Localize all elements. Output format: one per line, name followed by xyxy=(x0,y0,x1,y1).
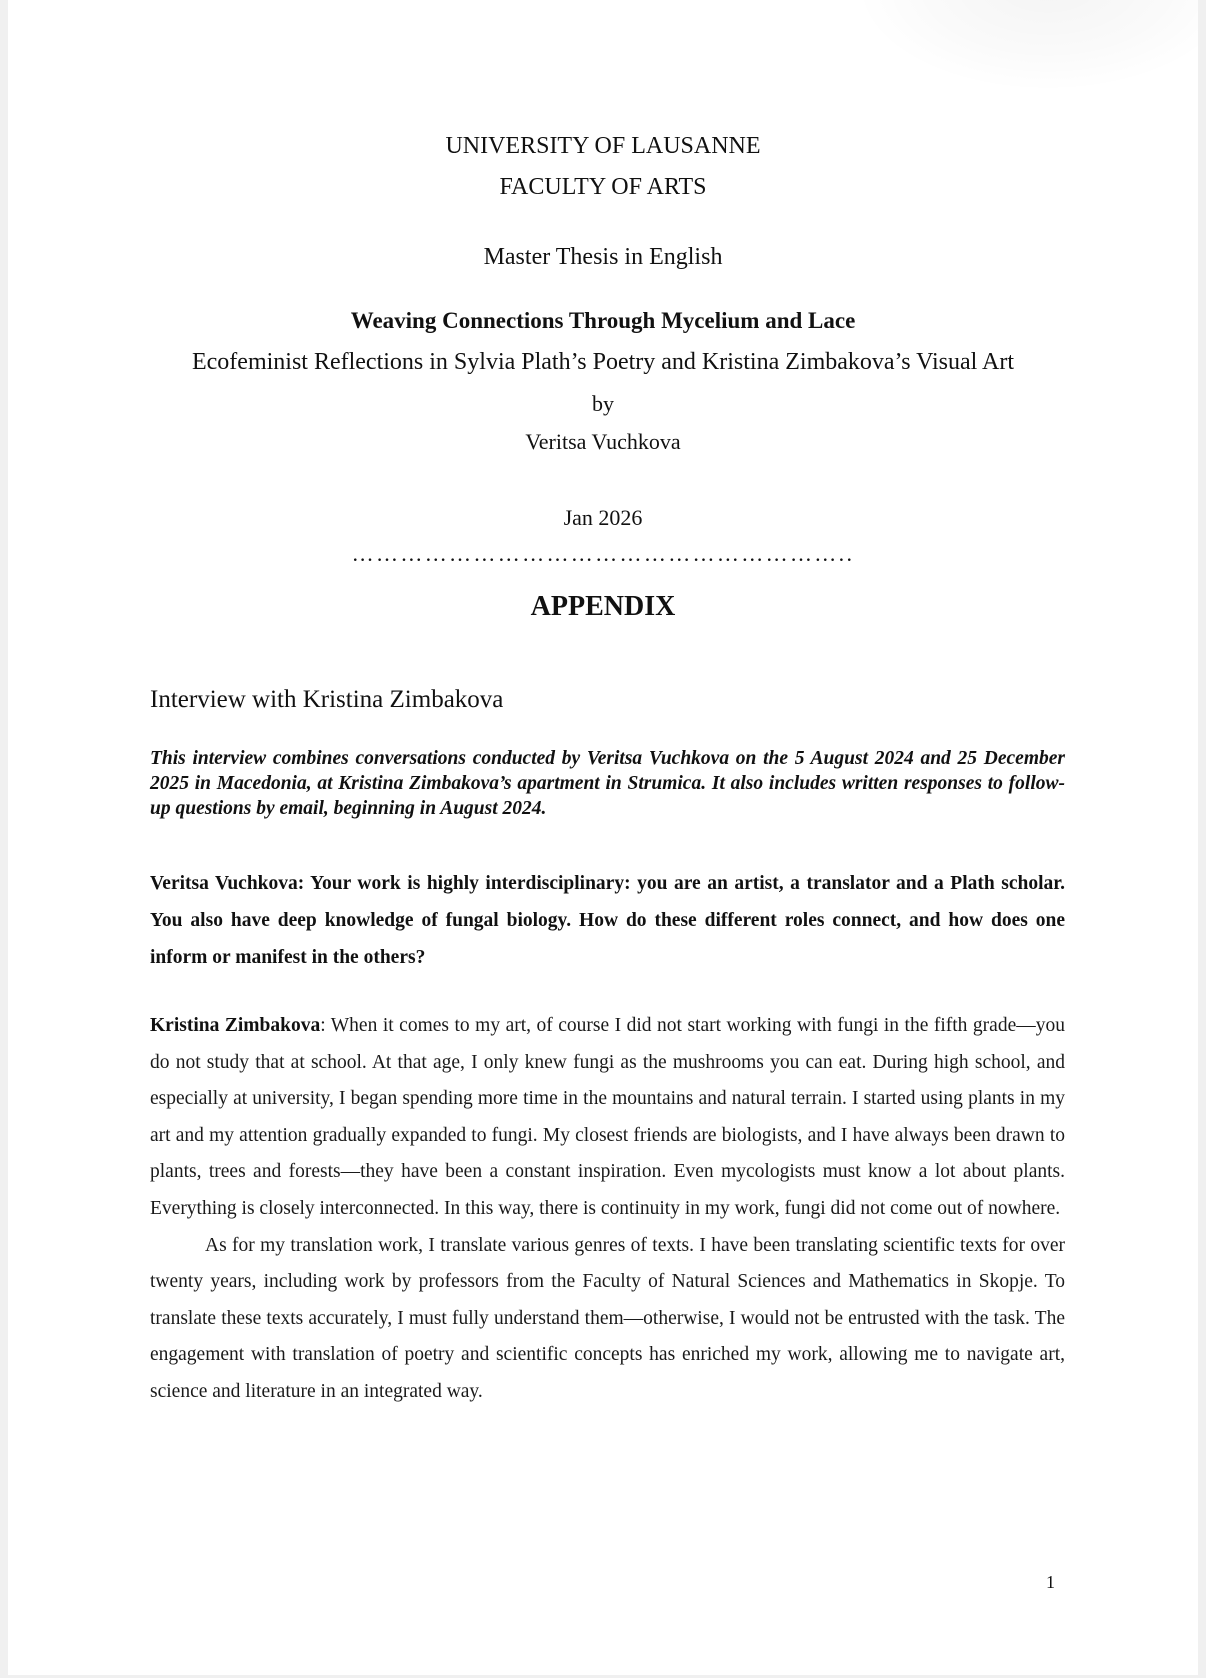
interview-question: Veritsa Vuchkova: Your work is highly interdisciplinary: you are an artist, a translator and a Plath scholar. You also have deep knowledge of fungal biology. How do these different roles connect, and how does one inform or manifest in the others? xyxy=(150,873,1065,968)
answer-paragraph-2: As for my translation work, I translate various genres of texts. I have been translating scientific texts for over twenty years, including work by professors from the Faculty of Natural Sciences and Mathematics in Skopje. To translate these texts accurately, I must fully understand them—otherwise, I would not be entrusted with the task. The engagement with translation of poetry and scientific concepts has enriched my work, allowing me to navigate art, science and literature in an integrated way. xyxy=(150,1234,1065,1402)
dotted-separator: …………………………………………………….. xyxy=(351,541,855,566)
thesis-title: Weaving Connections Through Mycelium and Lace xyxy=(350,308,856,333)
interview-intro: This interview combines conversations conducted by Veritsa Vuchkova on the 5 August 2024 and 25 December 2025 in Macedonia, at Kristina Zimbakova’s apartment in Strumica. It also includes written responses to follow-up questions by email, beginning in August 2024. xyxy=(150,748,1065,819)
author-name: Veritsa Vuchkova xyxy=(525,429,681,454)
by-label: by xyxy=(592,391,614,416)
document-page xyxy=(8,0,1198,1675)
faculty-name: FACULTY OF ARTS xyxy=(499,174,707,200)
appendix-heading: APPENDIX xyxy=(530,591,676,622)
answer-paragraph-1 xyxy=(150,1008,1065,1228)
answer-speaker: Kristina Zimbakova xyxy=(150,1015,321,1036)
thesis-subtitle: Ecofeminist Reflections in Sylvia Plath’s Poetry and Kristina Zimbakova’s Visual Art xyxy=(191,349,1014,375)
interview-heading: Interview with Kristina Zimbakova xyxy=(150,686,504,713)
thesis-date: Jan 2026 xyxy=(563,505,643,530)
interview-answer xyxy=(150,1008,1065,1411)
corner-shadow xyxy=(858,0,1198,90)
degree-line: Master Thesis in English xyxy=(483,244,723,270)
answer-text-1: : When it comes to my art, of course I did not start working with fungi in the fifth grade—you do not study that at school. At that age, I only knew fungi as the mushrooms you can eat. During high school, and especially at university, I began spending more time in the mountains and natural terrain. I started using plants in my art and my attention gradually expanded to fungi. My closest friends are biologists, and I have always been drawn to plants, trees and forests—they have been a constant inspiration. Even mycologists must know a lot about plants. Everything is closely interconnected. In this way, there is continuity in my work, fungi did not come out of nowhere. xyxy=(150,1015,1065,1219)
university-name: UNIVERSITY OF LAUSANNE xyxy=(445,133,761,159)
page-number: 1 xyxy=(1046,1572,1055,1592)
